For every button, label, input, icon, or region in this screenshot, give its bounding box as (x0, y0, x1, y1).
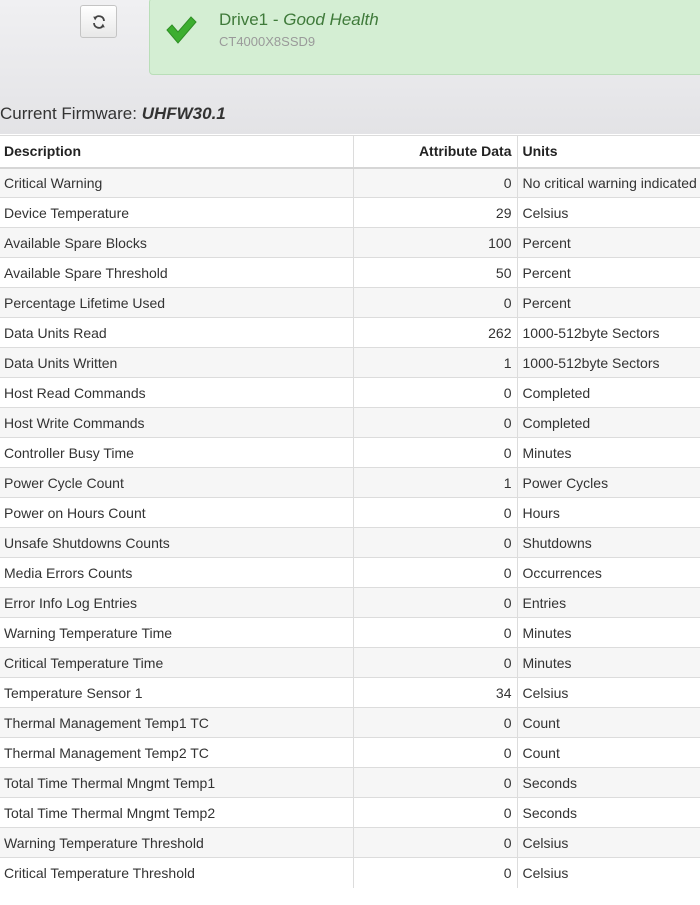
table-row (0, 528, 700, 558)
cell-units: Completed (517, 408, 700, 438)
cell-description: Critical Temperature Threshold (0, 858, 353, 888)
table-row (0, 318, 700, 348)
cell-description: Warning Temperature Time (0, 618, 353, 648)
table-row (0, 408, 700, 438)
table-body (0, 168, 700, 888)
cell-description: Thermal Management Temp1 TC (0, 708, 353, 738)
cell-attribute-data: 34 (353, 678, 517, 708)
table-row (0, 618, 700, 648)
cell-units: Power Cycles (517, 468, 700, 498)
table-row (0, 228, 700, 258)
cell-units: Shutdowns (517, 528, 700, 558)
health-status: Good Health (283, 10, 379, 29)
refresh-button[interactable] (80, 5, 117, 38)
cell-units: 1000-512byte Sectors (517, 348, 700, 378)
table-row (0, 168, 700, 198)
table-row (0, 378, 700, 408)
cell-description: Controller Busy Time (0, 438, 353, 468)
firmware-value: UHFW30.1 (141, 104, 226, 123)
cell-attribute-data: 0 (353, 648, 517, 678)
cell-description: Available Spare Blocks (0, 228, 353, 258)
cell-units: Count (517, 738, 700, 768)
cell-units: Seconds (517, 798, 700, 828)
drive-model: CT4000X8SSD9 (219, 34, 316, 49)
column-header-attribute-data[interactable]: Attribute Data (353, 136, 517, 168)
cell-attribute-data: 0 (353, 708, 517, 738)
column-header-units[interactable]: Units (517, 136, 700, 168)
cell-description: Unsafe Shutdowns Counts (0, 528, 353, 558)
cell-attribute-data: 0 (353, 168, 517, 198)
cell-attribute-data: 0 (353, 798, 517, 828)
cell-units: Celsius (517, 678, 700, 708)
cell-description: Error Info Log Entries (0, 588, 353, 618)
cell-description: Host Write Commands (0, 408, 353, 438)
cell-attribute-data: 0 (353, 558, 517, 588)
cell-attribute-data: 0 (353, 288, 517, 318)
table-row (0, 288, 700, 318)
cell-units: Celsius (517, 828, 700, 858)
cell-description: Temperature Sensor 1 (0, 678, 353, 708)
cell-description: Critical Temperature Time (0, 648, 353, 678)
cell-attribute-data: 0 (353, 768, 517, 798)
cell-attribute-data: 0 (353, 378, 517, 408)
cell-attribute-data: 1 (353, 348, 517, 378)
drive-name: Drive1 (219, 10, 269, 29)
table-row (0, 798, 700, 828)
cell-description: Critical Warning (0, 168, 353, 198)
cell-units: Minutes (517, 648, 700, 678)
cell-description: Thermal Management Temp2 TC (0, 738, 353, 768)
cell-description: Total Time Thermal Mngmt Temp2 (0, 798, 353, 828)
table-row (0, 768, 700, 798)
table-row (0, 678, 700, 708)
firmware-label: Current Firmware: (0, 104, 142, 123)
cell-units: Completed (517, 378, 700, 408)
checkmark-icon (164, 13, 198, 47)
drive-health-panel (149, 0, 700, 75)
cell-units: 1000-512byte Sectors (517, 318, 700, 348)
cell-units: Occurrences (517, 558, 700, 588)
column-header-description[interactable]: Description (0, 136, 353, 168)
cell-attribute-data: 262 (353, 318, 517, 348)
table-row (0, 348, 700, 378)
cell-description: Media Errors Counts (0, 558, 353, 588)
cell-description: Power Cycle Count (0, 468, 353, 498)
cell-units: Seconds (517, 768, 700, 798)
table-row (0, 258, 700, 288)
cell-units: Celsius (517, 198, 700, 228)
table-row (0, 588, 700, 618)
table-row (0, 738, 700, 768)
cell-attribute-data: 0 (353, 438, 517, 468)
table-row (0, 498, 700, 528)
cell-description: Power on Hours Count (0, 498, 353, 528)
cell-units: Minutes (517, 438, 700, 468)
cell-description: Host Read Commands (0, 378, 353, 408)
cell-description: Percentage Lifetime Used (0, 288, 353, 318)
cell-description: Device Temperature (0, 198, 353, 228)
cell-attribute-data: 100 (353, 228, 517, 258)
cell-attribute-data: 0 (353, 528, 517, 558)
cell-units: Hours (517, 498, 700, 528)
cell-attribute-data: 0 (353, 858, 517, 888)
cell-units: Percent (517, 288, 700, 318)
cell-units: Percent (517, 258, 700, 288)
table-row (0, 558, 700, 588)
cell-description: Available Spare Threshold (0, 258, 353, 288)
cell-attribute-data: 0 (353, 618, 517, 648)
cell-description: Total Time Thermal Mngmt Temp1 (0, 768, 353, 798)
cell-attribute-data: 0 (353, 828, 517, 858)
cell-attribute-data: 0 (353, 588, 517, 618)
cell-description: Data Units Written (0, 348, 353, 378)
cell-units: Minutes (517, 618, 700, 648)
title-separator: - (268, 10, 284, 29)
cell-attribute-data: 0 (353, 408, 517, 438)
table-row (0, 438, 700, 468)
table-row (0, 858, 700, 888)
cell-units: Count (517, 708, 700, 738)
drive-title (219, 10, 379, 30)
cell-units: Entries (517, 588, 700, 618)
cell-description: Warning Temperature Threshold (0, 828, 353, 858)
cell-attribute-data: 1 (353, 468, 517, 498)
table-row (0, 468, 700, 498)
current-firmware (0, 104, 226, 124)
cell-attribute-data: 0 (353, 498, 517, 528)
table-row (0, 648, 700, 678)
table-row (0, 198, 700, 228)
smart-attributes-table (0, 135, 700, 888)
cell-attribute-data: 29 (353, 198, 517, 228)
cell-attribute-data: 0 (353, 738, 517, 768)
cell-units: Celsius (517, 858, 700, 888)
table-row (0, 828, 700, 858)
table-header-row (0, 136, 700, 168)
refresh-icon (91, 14, 107, 30)
cell-description: Data Units Read (0, 318, 353, 348)
cell-attribute-data: 50 (353, 258, 517, 288)
table-row (0, 708, 700, 738)
cell-units: No critical warning indicated (517, 168, 700, 198)
cell-units: Percent (517, 228, 700, 258)
